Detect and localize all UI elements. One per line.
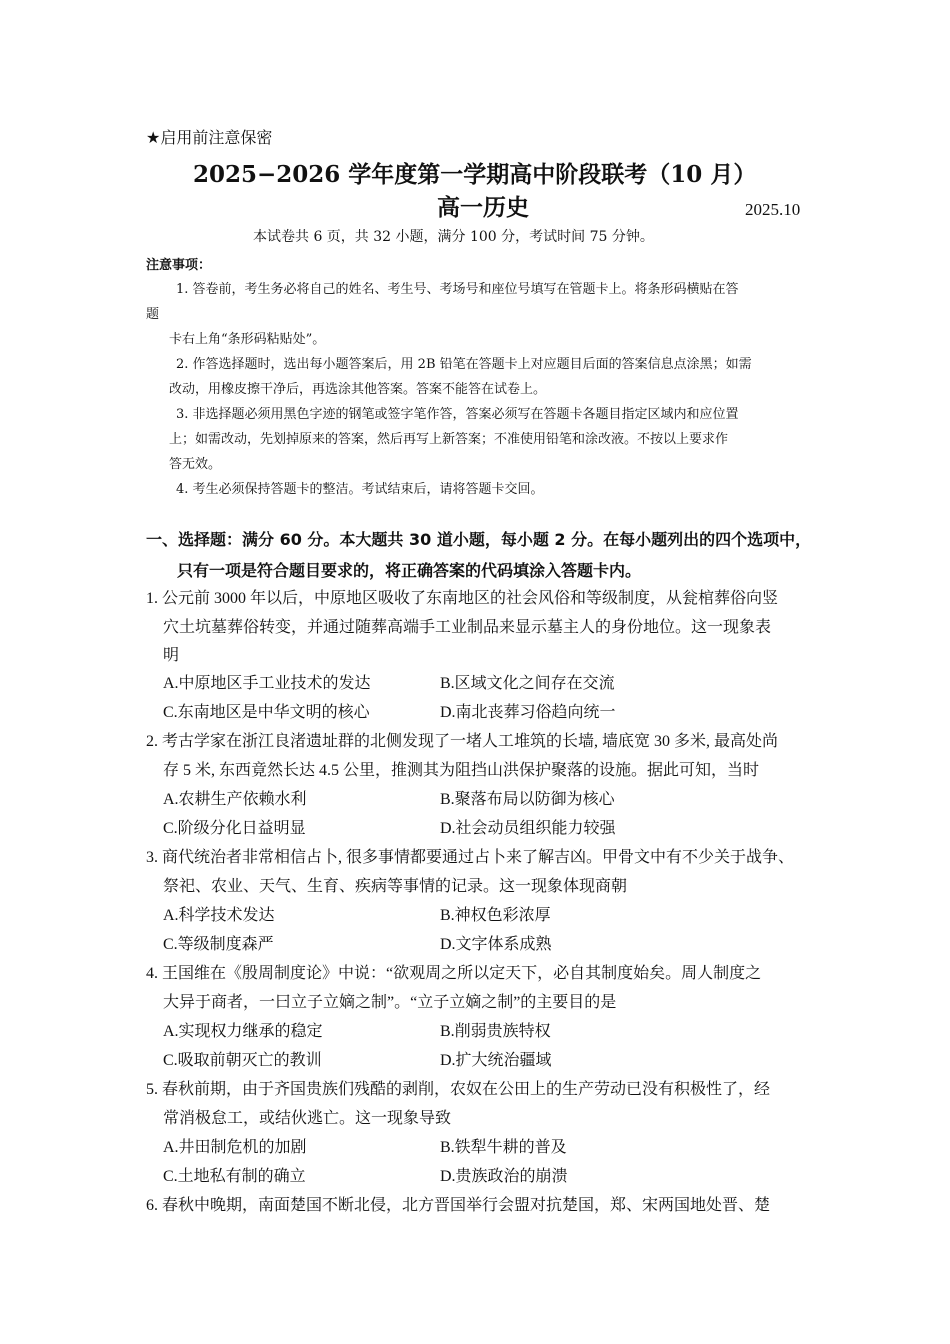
question-5-option-c[interactable]: C.土地私有制的确立 — [163, 1168, 306, 1185]
question-2-option-a[interactable]: A.农耕生产依赖水利 — [163, 791, 307, 808]
note-line: 3. 非选择题必须用黑色字迹的钢笔或签字笔作答，答案必须写在答题卡各题目指定区域内和应位置 — [176, 407, 739, 422]
question-5-option-d[interactable]: D.贵族政治的崩溃 — [440, 1168, 568, 1185]
question-2-option-b[interactable]: B.聚落布局以防御为核心 — [440, 791, 615, 808]
question-2-line: 2. 考古学家在浙江良渚遗址群的北侧发现了一堵人工堆筑的长墙, 墙底宽 30 多米, 最高处尚 — [146, 733, 779, 750]
note-line: 答无效。 — [169, 457, 222, 472]
note-line: 4. 考生必须保持答题卡的整洁。考试结束后，请将答题卡交回。 — [176, 482, 544, 497]
question-5-option-b[interactable]: B.铁犁牛耕的普及 — [440, 1139, 567, 1156]
question-1-line: 1. 公元前 3000 年以后，中原地区吸收了东南地区的社会风俗和等级制度，从瓮棺葬俗向竖 — [146, 590, 779, 607]
question-1-option-a[interactable]: A.中原地区手工业技术的发达 — [163, 675, 371, 692]
question-3-option-c[interactable]: C.等级制度森严 — [163, 936, 274, 953]
question-3-option-d[interactable]: D.文字体系成熟 — [440, 936, 552, 953]
exam-title: 2025−2026 学年度第一学期高中阶段联考（10 月） — [193, 161, 757, 188]
question-1-line: 穴土坑墓葬俗转变，并通过随葬高端手工业制品来显示墓主人的身份地位。这一现象表 — [163, 619, 772, 636]
question-3-line: 3. 商代统治者非常相信占卜, 很多事情都要通过占卜来了解吉凶。甲骨文中有不少关于战争、 — [146, 849, 795, 866]
notes-heading: 注意事项： — [146, 258, 212, 273]
question-5-option-a[interactable]: A.井田制危机的加剧 — [163, 1139, 307, 1156]
note-line: 题 — [146, 307, 160, 322]
question-4-option-b[interactable]: B.削弱贵族特权 — [440, 1023, 551, 1040]
confidential-mark: ★启用前注意保密 — [146, 128, 273, 147]
question-3-option-a[interactable]: A.科学技术发达 — [163, 907, 275, 924]
question-4-option-c[interactable]: C.吸取前朝灭亡的教训 — [163, 1052, 322, 1069]
question-3-option-b[interactable]: B.神权色彩浓厚 — [440, 907, 551, 924]
question-6-line: 6. 春秋中晚期，南面楚国不断北侵，北方晋国举行会盟对抗楚国，郑、宋两国地处晋、楚 — [146, 1197, 771, 1214]
section-heading-cont: 只有一项是符合题目要求的，将正确答案的代码填涂入答题卡内。 — [177, 561, 642, 580]
question-1-line: 明 — [163, 647, 180, 664]
question-4-option-a[interactable]: A.实现权力继承的稳定 — [163, 1023, 323, 1040]
question-1-option-b[interactable]: B.区域文化之间存在交流 — [440, 675, 615, 692]
section-heading: 一、选择题：满分 60 分。本大题共 30 道小题，每小题 2 分。在每小题列出的四个选项中， — [146, 530, 812, 549]
question-5-line: 5. 春秋前期，由于齐国贵族们残酷的剥削，农奴在公田上的生产劳动已没有积极性了，经 — [146, 1081, 771, 1098]
question-1-option-d[interactable]: D.南北丧葬习俗趋向统一 — [440, 704, 616, 721]
note-line: 卡右上角“条形码粘贴处”。 — [169, 332, 326, 347]
question-4-option-d[interactable]: D.扩大统治疆域 — [440, 1052, 552, 1069]
note-line: 1. 答卷前，考生务必将自己的姓名、考生号、考场号和座位号填写在管题卡上。将条形码横贴在答 — [176, 282, 739, 297]
note-line: 上；如需改动，先划掉原来的答案，然后再写上新答案；不准使用铅笔和涂改液。不按以上要求作 — [169, 432, 729, 447]
exam-date: 2025.10 — [745, 200, 801, 219]
note-line: 2. 作答选择题时，选出每小题答案后，用 2B 铅笔在答题卡上对应题目后面的答案信息点涂黑；如需 — [176, 357, 752, 372]
exam-info: 本试卷共 6 页，共 32 小题，满分 100 分，考试时间 75 分钟。 — [253, 229, 654, 245]
question-3-line: 祭祀、农业、天气、生育、疾病等事情的记录。这一现象体现商朝 — [163, 878, 628, 895]
question-2-line: 存 5 米, 东西竟然长达 4.5 公里，推测其为阻挡山洪保护聚落的设施。据此可知，当时 — [163, 762, 760, 779]
question-2-option-d[interactable]: D.社会动员组织能力较强 — [440, 820, 616, 837]
question-5-line: 常消极怠工，或结伙逃亡。这一现象导致 — [163, 1110, 452, 1127]
subject-title: 高一历史 — [437, 194, 529, 221]
question-1-option-c[interactable]: C.东南地区是中华文明的核心 — [163, 704, 370, 721]
note-line: 改动，用橡皮擦干净后，再选涂其他答案。答案不能答在试卷上。 — [169, 382, 547, 397]
question-4-line: 大异于商者，一曰立子立嫡之制”。“立子立嫡之制”的主要目的是 — [163, 994, 617, 1011]
question-4-line: 4. 王国维在《殷周制度论》中说：“欲观周之所以定天下，必自其制度始矣。周人制度之 — [146, 965, 762, 982]
question-2-option-c[interactable]: C.阶级分化日益明显 — [163, 820, 306, 837]
